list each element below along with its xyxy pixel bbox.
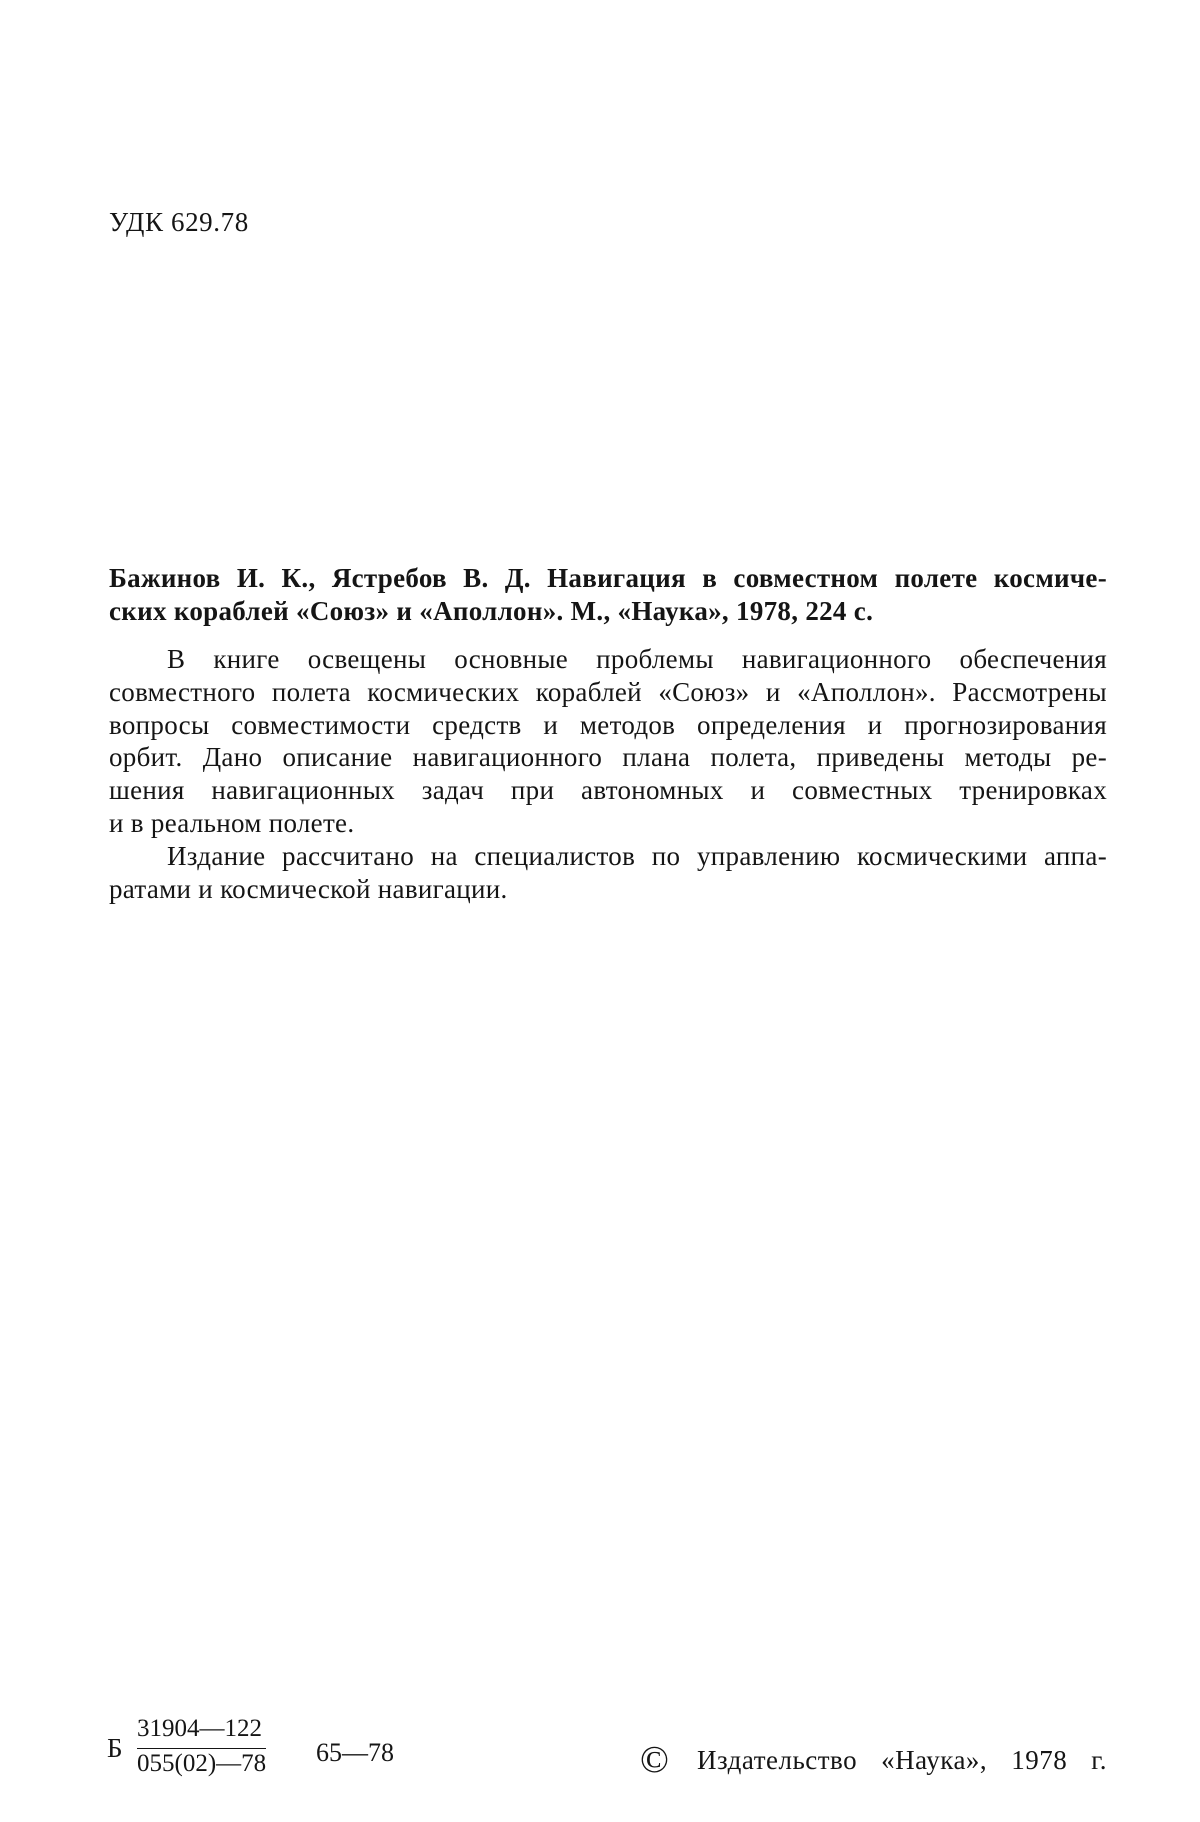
abstract-line: Издание рассчитано на специалистов по управлению космическими аппа- xyxy=(167,840,1107,871)
abstract-line: шения навигационных задач при автономных и совместных тренировках xyxy=(109,775,1107,806)
imprint-order-code: 65—78 xyxy=(316,1738,394,1767)
abstract-line: орбит. Дано описание навигационного плана полета, приведены методы ре- xyxy=(109,742,1107,773)
abstract-line: ратами и космической навигации. xyxy=(109,873,508,904)
imprint-series-letter: Б xyxy=(107,1733,123,1763)
abstract-line: вопросы совместимости средств и методов определения и прогнозирования xyxy=(109,709,1107,740)
udc-code: УДК 629.78 xyxy=(109,207,249,237)
imprint-index-numerator: 31904—122 xyxy=(137,1715,262,1742)
bibliographic-line: ских кораблей «Союз» и «Аполлон». М., «Наука», 1978, 224 с. xyxy=(109,595,874,626)
abstract-line: и в реальном полете. xyxy=(109,807,355,838)
abstract-paragraph xyxy=(109,840,1107,906)
abstract-line: совместного полета космических кораблей «Союз» и «Аполлон». Рассмотрены xyxy=(109,676,1107,707)
abstract xyxy=(109,643,1107,905)
abstract-line: В книге освещены основные проблемы навигационного обеспечения xyxy=(167,644,1107,674)
bibliographic-entry xyxy=(109,562,1107,628)
bibliographic-line: Бажинов И. К., Ястребов В. Д. Навигация в совместном полете космиче- xyxy=(109,563,1107,593)
imprint-index-denominator: 055(02)—78 xyxy=(137,1750,267,1777)
copyright-icon: © xyxy=(640,1739,669,1781)
copyright-text: Издательство «Наука», 1978 г. xyxy=(697,1745,1107,1775)
abstract-paragraph xyxy=(109,643,1107,840)
